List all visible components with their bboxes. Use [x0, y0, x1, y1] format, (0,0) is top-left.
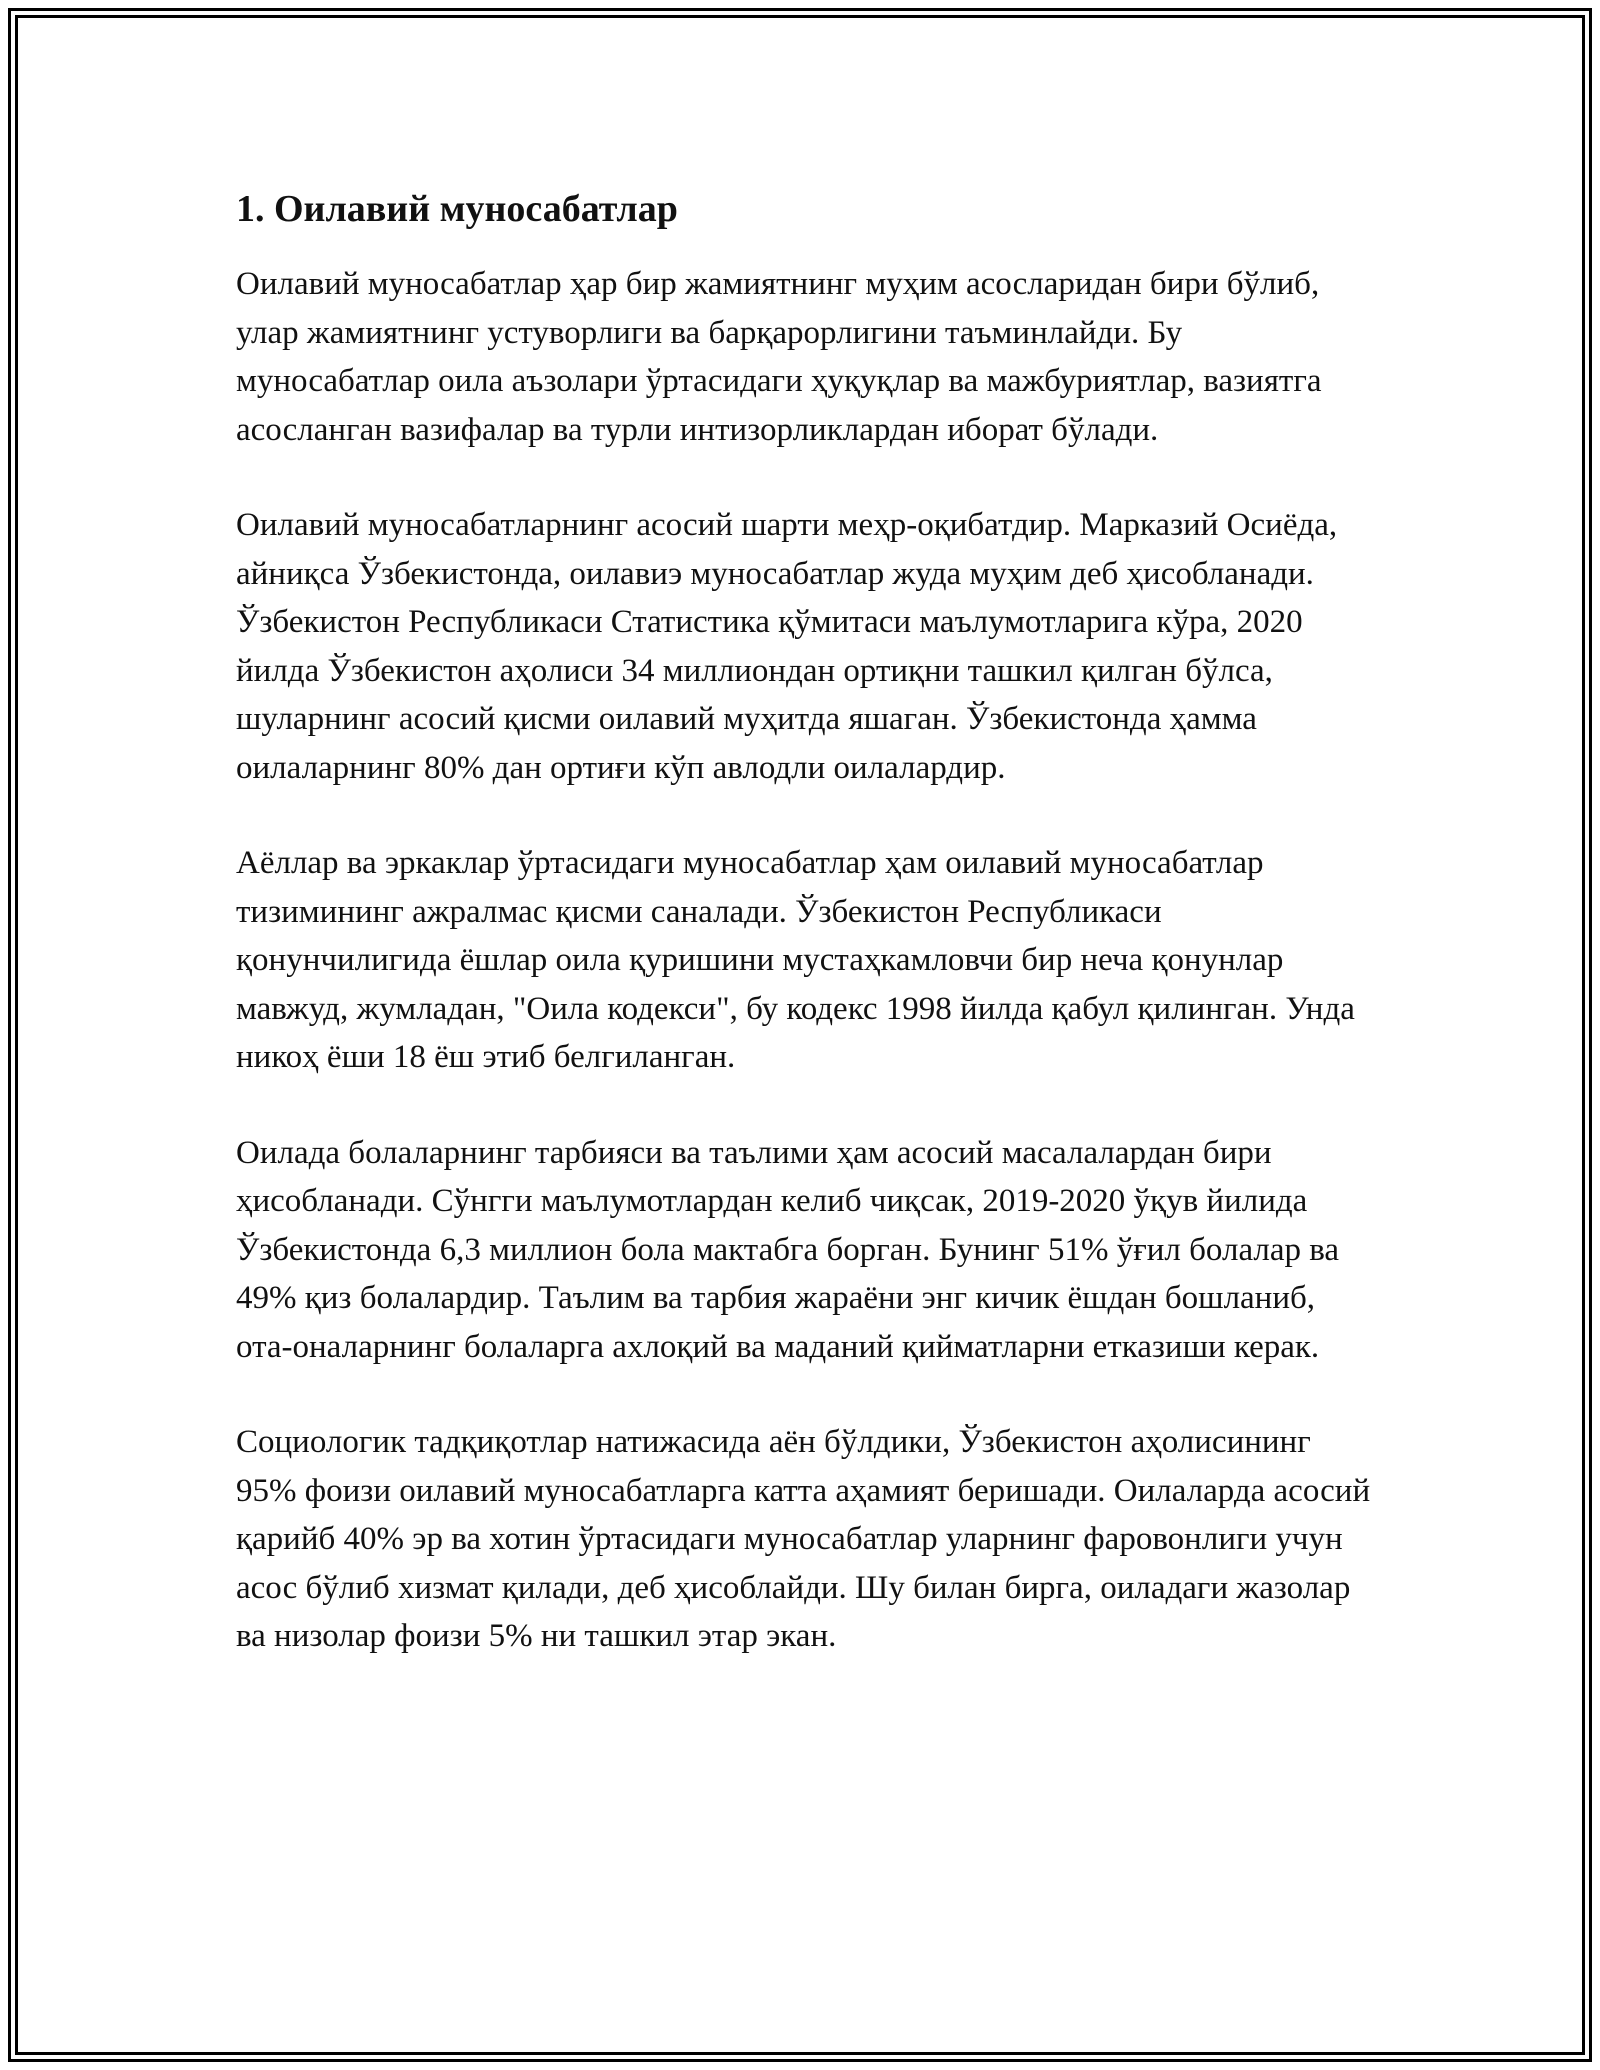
paragraph-children-education: Оилада болаларнинг тарбияси ва таълими ҳам асосий масалалардан бири ҳисобланади. Сўнгги маълумотлардан келиб чиқсак, 2019-2020 ўқув йилида Ўзбекистонда 6,3 миллион бола мактабга борган. Бунинг 51% ўғил болалар ва 49% қиз болалардир. Таълим ва тарбия жараёни энг кичик ёшдан бошланиб, ота-оналарнинг болаларга ахлоқий ва маданий қийматларни етказиши керак. — [236, 1134, 1340, 1365]
paragraph-family-relations-statistics: Оилавий муносабатларнинг асосий шарти меҳр-оқибатдир. Марказий Осиёда, айниқса Ўзбекистонда, оилавиэ муносабатлар жуда муҳим деб ҳисобланади. Ўзбекистон Республикаси Статистика қўмитаси маълумотларига кўра, 2020 йилда Ўзбекистон аҳолиси 34 миллиондан ортиқни ташкил қилган бўлса, шуларнинг асосий қисми оилавий муҳитда яшаган. Ўзбекистонда ҳамма оилаларнинг 80% дан ортиғи кўп авлодли оилалардир. — [236, 507, 1338, 786]
document-body — [236, 186, 1376, 1708]
section-heading: 1. Оилавий муносабатлар — [236, 188, 678, 230]
paragraph-men-women-relations: Аёллар ва эркаклар ўртасидаги муносабатлар ҳам оилавий муносабатлар тизимининг ажралмас қисми саналади. Ўзбекистон Республикаси қонунчилигида ёшлар оила қуришини мустаҳкамловчи бир неча қонунлар мавжуд, жумладан, "Оила кодекси", бу кодекс 1998 йилда қабул қилинган. Унда никоҳ ёши 18 ёш этиб белгиланган. — [236, 845, 1355, 1075]
paragraph-sociological-research: Социологик тадқиқотлар натижасида аён бўлдики, Ўзбекистон аҳолисининг 95% фоизи оилавий муносабатларга катта аҳамият беришади. Оилаларда асосий қарийб 40% эр ва хотин ўртасидаги муносабатлар уларнинг фаровонлиги учун асос бўлиб хизмат қилади, деб ҳисоблайди. Шу билан бирга, оиладаги жазолар ва низолар фоизи 5% ни ташкил этар экан. — [236, 1424, 1371, 1654]
paragraph-family-relations-intro: Оилавий муносабатлар ҳар бир жамиятнинг муҳим асосларидан бири бўлиб, улар жамиятнинг устуворлиги ва барқарорлигини таъминлайди. Бу муносабатлар оила аъзолари ўртасидаги ҳуқуқлар ва мажбуриятлар, вазиятга асосланган вазифалар ва турли интизорликлардан иборат бўлади. — [236, 266, 1322, 448]
